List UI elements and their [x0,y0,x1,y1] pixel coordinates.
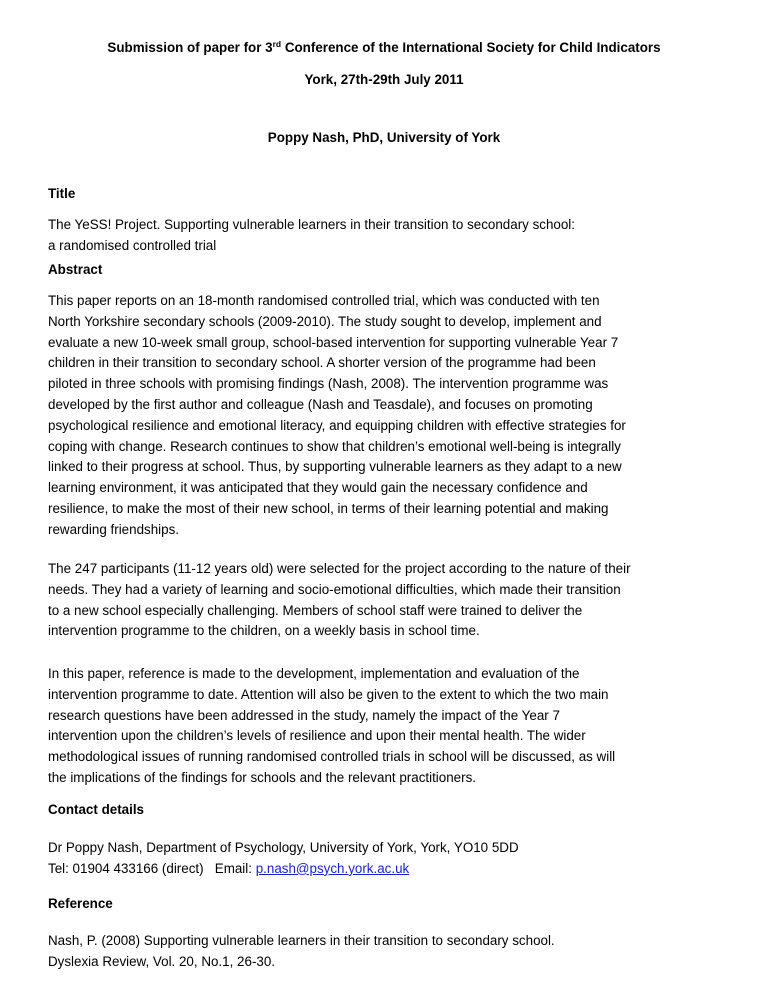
author-line: Poppy Nash, PhD, University of York [267,130,501,145]
submission-heading [0,40,768,56]
contact-details [48,838,720,880]
abstract-paragraph-2 [48,559,720,642]
paragraph-line: linked to their progress at school. Thus, by supporting vulnerable learners as they adapt to a new [48,459,622,475]
paragraph-line: This paper reports on an 18-month randomised controlled trial, which was conducted with ten [48,293,600,308]
abstract-paragraph-3 [48,664,720,789]
title-heading: Title [48,186,76,201]
paragraph-line: intervention programme to date. Attention will also be given to the extent to which the two main [48,686,609,702]
citation-line: Dyslexia Review, Vol. 20, No.1, 26-30. [48,953,276,969]
paper-title [48,215,720,257]
paragraph-line: the implications of the findings for schools and the relevant practitioners. [48,769,476,785]
contact-phone: Tel: 01904 433166 (direct) [48,860,204,876]
paragraph-line: coping with change. Research continues to show that children’s emotional well-being is integrally [48,438,621,454]
paragraph-line: learning environment, it was anticipated that they would gain the necessary confidence and [48,480,588,496]
paragraph-line: methodological issues of running randomised controlled trials in school will be discussed, as will [48,749,616,765]
citation-line: Nash, P. (2008) Supporting vulnerable learners in their transition to secondary school. [48,933,555,948]
paragraph-line: piloted in three schools with promising findings (Nash, 2008). The intervention programme was [48,376,609,392]
abstract-heading: Abstract [48,262,103,277]
contact-phone-email [48,859,720,880]
submission-heading-text: Submission of paper for 3 [107,40,273,55]
paragraph-line: North Yorkshire secondary schools (2009-2010). The study sought to develop, implement and [48,313,602,329]
paragraph-line: intervention upon the children’s levels of resilience and upon their mental health. The wider [48,728,586,744]
conference-dates: York, 27th-29th July 2011 [304,72,464,87]
paragraph-line: rewarding friendships. [48,521,179,537]
submission-heading-text-end: Conference of the International Society for Child Indicators [281,40,661,55]
paragraph-line: needs. They had a variety of learning and socio-emotional difficulties, which made their transition [48,581,621,597]
paragraph-line: research questions have been addressed in the study, namely the impact of the Year 7 [48,707,560,723]
email-label: Email: [214,860,256,876]
paragraph-line: psychological resilience and emotional literacy, and equipping children with effective strategies for [48,417,626,433]
paragraph-line: The 247 participants (11-12 years old) were selected for the project according to the nature of their [48,561,631,576]
ordinal-suffix: rd [272,39,282,49]
paragraph-line: In this paper, reference is made to the development, implementation and evaluation of the [48,666,580,681]
paragraph-line: evaluate a new 10-week small group, school-based intervention for supporting vulnerable Year 7 [48,334,619,350]
reference-citation [48,931,720,973]
abstract-paragraph-1 [48,291,720,541]
reference-heading: Reference [48,896,113,911]
paragraph-line: intervention programme to the children, on a weekly basis in school time. [48,623,480,639]
paragraph-line: children in their transition to secondary school. A shorter version of the programme had been [48,355,596,371]
paper-title-line: The YeSS! Project. Supporting vulnerable learners in their transition to secondary school: [48,217,576,232]
paragraph-line: developed by the first author and colleague (Nash and Teasdale), and focuses on promoting [48,396,593,412]
contact-address: Dr Poppy Nash, Department of Psychology, University of York, York, YO10 5DD [48,840,519,855]
contact-heading: Contact details [48,802,144,817]
paragraph-line: to a new school especially challenging. Members of school staff were trained to deliver the [48,602,583,618]
paragraph-line: resilience, to make the most of their new school, in terms of their learning potential and making [48,500,609,516]
email-link[interactable]: p.nash@psych.york.ac.uk [255,860,410,876]
paper-title-line: a randomised controlled trial [48,237,217,253]
